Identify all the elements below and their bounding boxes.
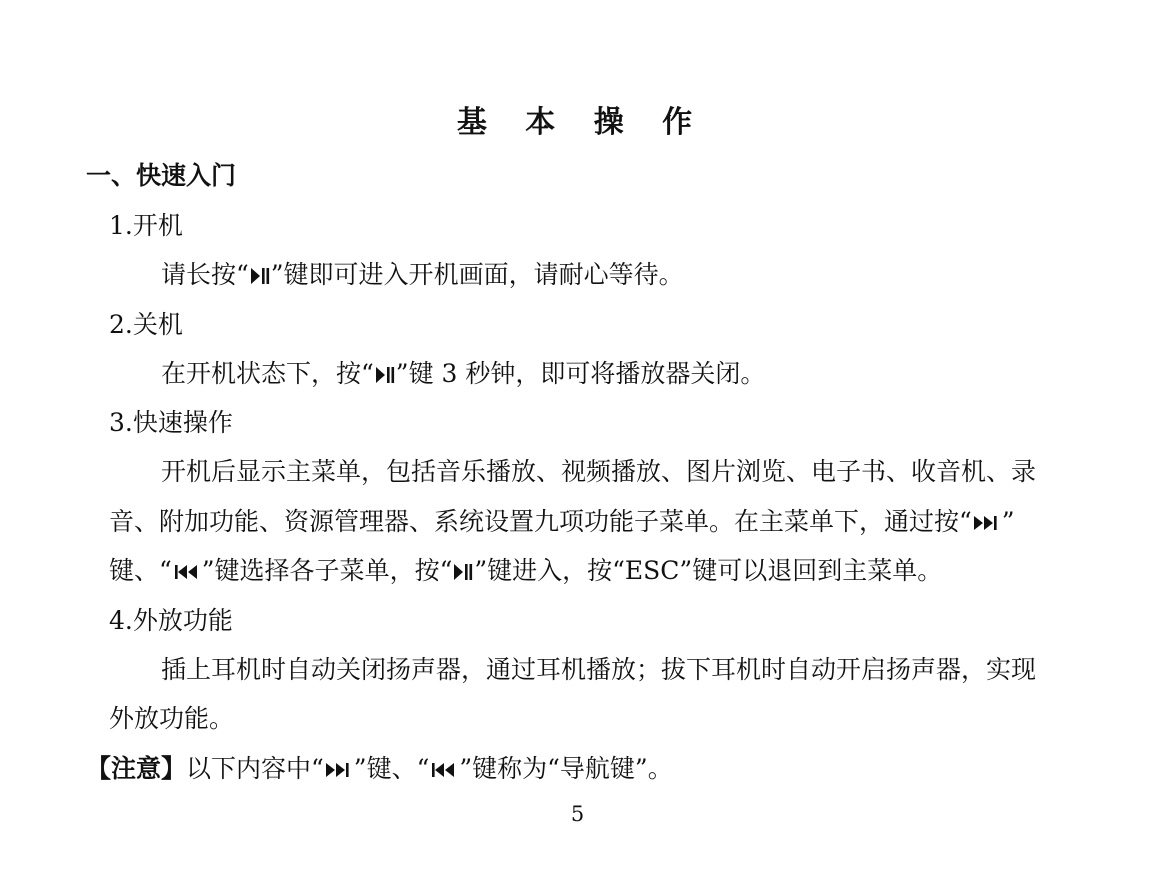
subsection-heading-quick-operation: 3.快速操作 [109,408,233,437]
text-fragment: ”键即可进入开机画面，请耐心等待。 [270,260,684,289]
text-fragment: ” [1001,507,1015,536]
paragraph-external-speaker-line-1: 插上耳机时自动关闭扬声器，通过耳机播放；拔下耳机时自动开启扬声器，实现 [161,655,1037,684]
text-fragment: ”键称为“导航键”。 [459,754,673,783]
paragraph-quick-operation-line-2 [109,507,1015,537]
previous-track-icon [429,759,459,781]
text-fragment: ”键、“ [353,754,430,783]
text-fragment: ”键进入，按“ESC”键可以退回到主菜单。 [474,556,943,585]
text-fragment: 音、附加功能、资源管理器、系统设置九项功能子菜单。在主菜单下，通过按“ [109,507,972,536]
text-fragment: 键、“ [109,556,172,585]
paragraph-power-on [161,260,684,290]
page-title: 基 本 操 作 [456,105,707,140]
previous-track-icon [172,561,202,583]
subsection-heading-power-on: 1.开机 [109,211,183,240]
play-pause-icon [452,561,474,583]
section-heading-quick-start: 一、快速入门 [86,161,237,190]
text-fragment: 在开机状态下，按“ [161,359,374,388]
paragraph-external-speaker-line-2: 外放功能。 [109,704,235,733]
paragraph-quick-operation-line-3 [109,556,942,586]
paragraph-quick-operation-line-1: 开机后显示主菜单，包括音乐播放、视频播放、图片浏览、电子书、收音机、录 [161,457,1037,486]
note-paragraph [86,754,673,784]
text-fragment: 以下内容中“ [186,754,324,783]
next-track-icon [324,759,354,781]
text-fragment: ”键选择各子菜单，按“ [201,556,453,585]
text-fragment: ”键 3 秒钟，即可将播放器关闭。 [395,359,766,388]
play-pause-icon [249,265,271,287]
subsection-heading-power-off: 2.关机 [109,310,183,339]
next-track-icon [972,512,1002,534]
text-fragment: 请长按“ [161,260,249,289]
play-pause-icon [374,364,396,386]
note-label: 【注意】 [86,754,187,783]
subsection-heading-external-speaker: 4.外放功能 [109,606,233,635]
page-number: 5 [570,802,585,826]
paragraph-power-off [161,359,765,389]
